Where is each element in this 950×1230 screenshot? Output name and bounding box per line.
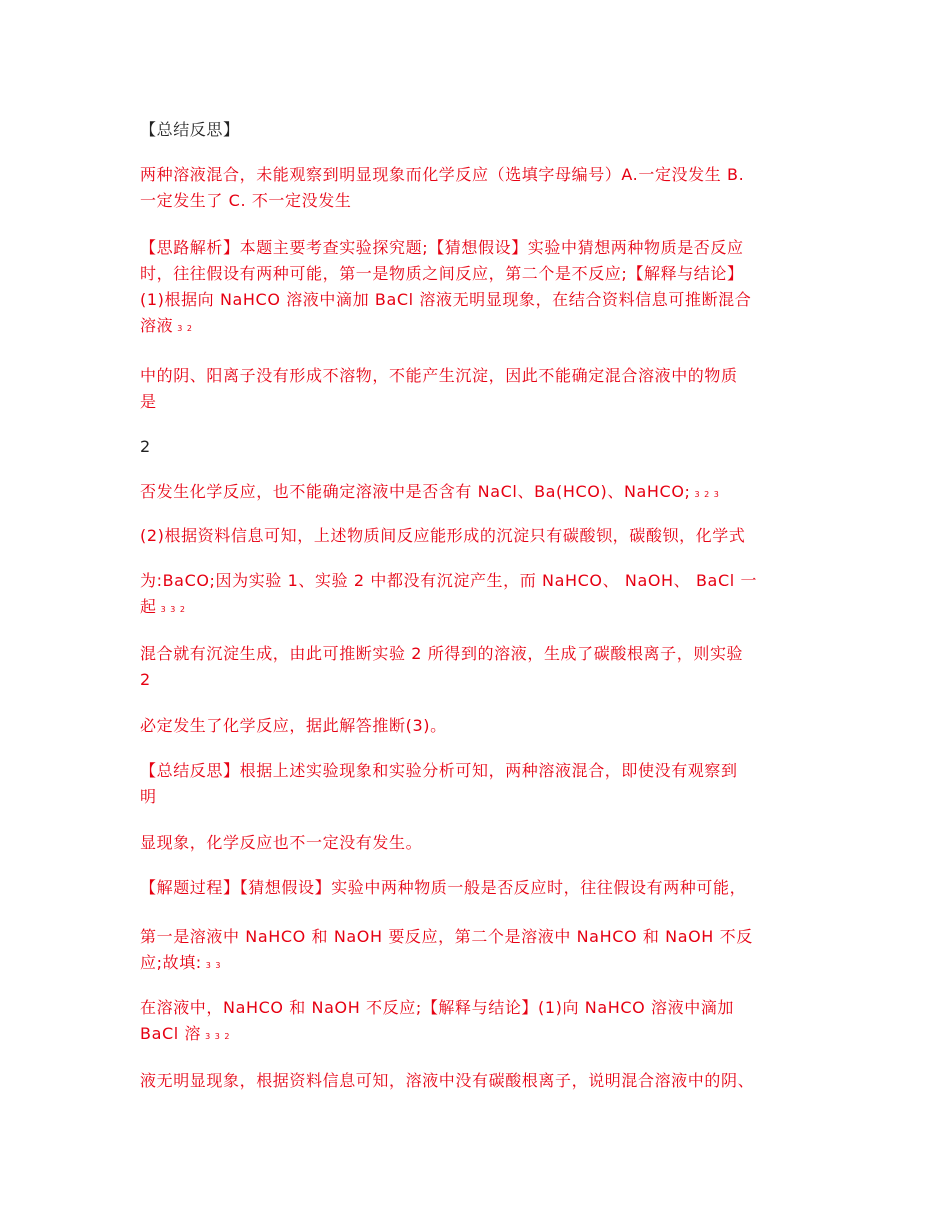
line: 中的阴、阳离子没有形成不溶物，不能产生沉淀，因此不能确定混合溶液中的物质 xyxy=(140,366,738,385)
paragraph-reaction xyxy=(140,479,820,508)
paragraph-hypothesis xyxy=(140,924,820,979)
line: 溶液 xyxy=(140,316,174,335)
line: 两种溶液混合，未能观察到明显现象而化学反应（选填字母编号）A.一定没发生 B. xyxy=(140,165,745,184)
paragraph-analysis xyxy=(140,235,820,342)
paragraph-solution-process xyxy=(140,875,820,901)
line: 混合就有沉淀生成，由此可推断实验 2 所得到的溶液，生成了碳酸根离子，则实验 xyxy=(140,644,744,663)
line: 起 xyxy=(140,597,157,616)
line: 必定发生了化学反应，据此解答推断(3)。 xyxy=(140,716,447,735)
paragraph-summary xyxy=(140,758,820,810)
paragraph-explanation xyxy=(140,995,820,1050)
line: 时，往往假设有两种可能，第一是物质之间反应，第二个是不反应;【解释与结论】 xyxy=(140,264,744,283)
paragraph-precipitate xyxy=(140,523,820,549)
line: 否发生化学反应，也不能确定溶液中是否含有 NaCl、Ba(HCO)、NaHCO; xyxy=(140,482,691,501)
line: 明 xyxy=(140,787,157,806)
paragraph-formula xyxy=(140,568,820,623)
line: 显现象，化学反应也不一定没有发生。 xyxy=(140,833,423,852)
line: 【总结反思】 xyxy=(140,120,240,139)
paragraph-number xyxy=(140,434,820,460)
paragraph-phenomenon xyxy=(140,830,820,856)
line: 在溶液中，NaHCO 和 NaOH 不反应;【解释与结论】(1)向 NaHCO 溶液中滴加 xyxy=(140,998,735,1017)
line: 应;故填: xyxy=(140,953,202,972)
subscript-digits: 3 2 xyxy=(177,324,193,333)
paragraph-no-carbonate xyxy=(140,1068,820,1094)
line: 第一是溶液中 NaHCO 和 NaOH 要反应，第二个是溶液中 NaHCO 和 NaOH 不反 xyxy=(140,927,753,946)
line: 【解题过程】【猜想假设】实验中两种物质一般是否反应时，往往假设有两种可能， xyxy=(140,878,747,897)
subscript-digits: 3 3 xyxy=(205,961,222,970)
line: (2)根据资料信息可知，上述物质间反应能形成的沉淀只有碳酸钡，碳酸钡，化学式 xyxy=(140,526,746,545)
line: (1)根据向 NaHCO 溶液中滴加 BaCl 溶液无明显现象，在结合资料信息可推断混合 xyxy=(140,290,752,309)
line: 液无明显现象，根据资料信息可知，溶液中没有碳酸根离子，说明混合溶液中的阴、 xyxy=(140,1071,755,1090)
line: 【总结反思】根据上述实验现象和实验分析可知，两种溶液混合，即使没有观察到 xyxy=(140,761,738,780)
line: 【思路解析】本题主要考查实验探究题;【猜想假设】实验中猜想两种物质是否反应 xyxy=(140,238,744,257)
paragraph-conclusion xyxy=(140,713,820,739)
paragraph-summary-heading xyxy=(140,117,820,143)
line: 一定发生了 C. 不一定没发生 xyxy=(140,191,352,210)
paragraph-inference xyxy=(140,641,820,693)
subscript-digits: 3 2 3 xyxy=(694,490,720,499)
line: 是 xyxy=(140,392,157,411)
paragraph-ions xyxy=(140,363,820,415)
line: BaCl 溶 xyxy=(140,1024,202,1043)
subscript-digits: 3 3 2 xyxy=(160,605,186,614)
line: 为:BaCO;因为实验 1、实验 2 中都没有沉淀产生，而 NaHCO、 NaOH、 BaCl 一 xyxy=(140,571,758,590)
line: 2 xyxy=(140,437,151,456)
paragraph-question xyxy=(140,162,820,214)
subscript-digits: 3 3 2 xyxy=(205,1032,231,1041)
line: 2 xyxy=(140,670,151,689)
